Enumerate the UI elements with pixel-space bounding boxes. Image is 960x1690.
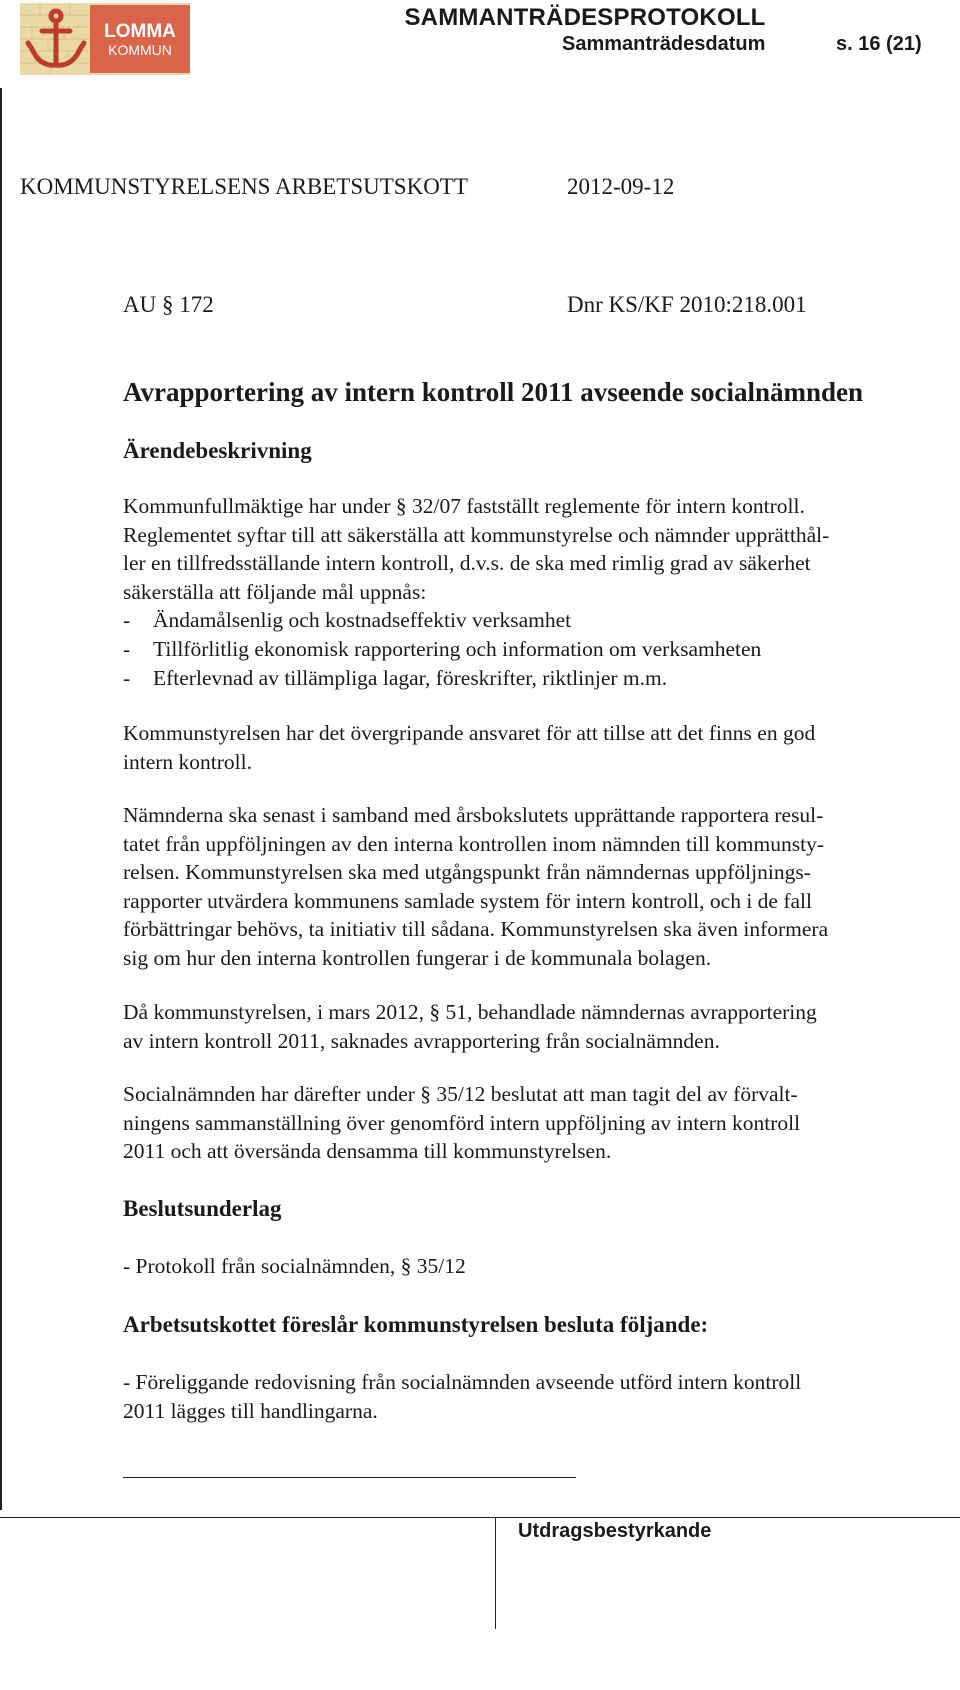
list-marker: - (123, 665, 131, 690)
list-item-text: Ändamålsenlig och kostnadseffektiv verksamhet (153, 608, 572, 633)
text-line: ningens sammanställning över genomförd intern uppföljning av intern kontroll (123, 1110, 801, 1135)
registration-number: Dnr KS/KF 2010:218.001 (567, 292, 807, 317)
list-item-text: Efterlevnad av tillämpliga lagar, föreskrifter, riktlinjer m.m. (153, 665, 668, 690)
footer-rule (0, 1517, 960, 1518)
text-line: - Föreliggande redovisning från socialnämnden avseende utförd intern kontroll (123, 1370, 802, 1394)
section-heading-basis: Beslutsunderlag (123, 1196, 282, 1221)
text-line: Socialnämnden har därefter under § 35/12 beslutat att man tagit del av förvalt- (123, 1082, 798, 1106)
paragraph-responsibility (123, 719, 943, 776)
text-line: Reglementet syftar till att säkerställa att kommunstyrelse och nämnder upprätthål- (123, 522, 830, 547)
section-heading-description: Ärendebeskrivning (123, 438, 312, 463)
text-line: av intern kontroll 2011, saknades avrapportering från socialnämnden. (123, 1028, 720, 1053)
paragraph-missing-report (123, 998, 943, 1055)
text-line: intern kontroll. (123, 749, 252, 774)
decision-basis-item: - Protokoll från socialnämnden, § 35/12 (123, 1254, 466, 1278)
paragraph-social-board-decision (123, 1080, 943, 1166)
logo-text-lomma: LOMMA (104, 21, 176, 42)
meeting-date-label: Sammanträdesdatum (562, 33, 766, 55)
text-line: relsen. Kommunstyrelsen ska med utgångspunkt från nämndernas uppföljnings- (123, 860, 811, 885)
text-line: 2011 och att översända densamma till kommunstyrelsen. (123, 1139, 612, 1164)
footer-divider (495, 1517, 496, 1629)
text-line: sig om hur den interna kontrollen fungerar i de kommunala bolagen. (123, 945, 712, 970)
list-item (123, 635, 943, 664)
committee-name: KOMMUNSTYRELSENS ARBETSUTSKOTT (20, 174, 468, 199)
logo-text-kommun: KOMMUN (108, 42, 172, 58)
left-margin-rule (0, 88, 2, 1510)
text-line: rapporter utvärdera kommunens samlade system för intern kontroll, och i de fall (123, 888, 812, 913)
list-item-text: Tillförlitlig ekonomisk rapportering och information om verksamheten (153, 636, 762, 661)
text-line: Då kommunstyrelsen, i mars 2012, § 51, behandlade nämndernas avrapportering (123, 1000, 817, 1024)
document-title: Avrapportering av intern kontroll 2011 avseende socialnämnden (123, 377, 864, 407)
section-heading-proposal: Arbetsutskottet föreslår kommunstyrelsen besluta följande: (123, 1312, 709, 1337)
protocol-title: SAMMANTRÄDESPROTOKOLL (404, 4, 766, 31)
text-line: förbättringar behövs, ta initiativ till sådana. Kommunstyrelsen ska även informera (123, 917, 829, 942)
text-line: säkerställa att följande mål uppnås: (123, 579, 427, 604)
meeting-date: 2012-09-12 (567, 174, 675, 199)
text-line: tatet från uppföljningen av den interna kontrollen inom nämnden till kommunsty- (123, 831, 824, 856)
list-item (123, 606, 943, 635)
list-marker: - (123, 608, 131, 633)
text-line: Kommunfullmäktige har under § 32/07 fastställt reglemente för intern kontroll. (123, 494, 805, 518)
certification-label: Utdragsbestyrkande (518, 1520, 712, 1542)
text-line: ler en tillfredsställande intern kontroll, d.v.s. de ska med rimlig grad av säkerhet (123, 551, 811, 576)
text-line: Nämnderna ska senast i samband med årsbokslutets upprättande rapportera resul- (123, 803, 824, 827)
paragraph-reporting (123, 801, 943, 973)
page-number: s. 16 (21) (836, 33, 922, 55)
paragraph-decision (123, 1368, 943, 1425)
list-marker: - (123, 636, 131, 661)
logo-graphic (20, 3, 190, 75)
text-line: 2011 lägges till handlingarna. (123, 1398, 378, 1423)
lomma-kommun-logo (20, 3, 190, 75)
text-line: Kommunstyrelsen har det övergripande ansvaret för att tillse att det finns en god (123, 721, 816, 745)
paragraph-regulation (123, 492, 943, 692)
list-item (123, 664, 943, 693)
signature-line (123, 1477, 576, 1478)
case-number: AU § 172 (123, 292, 214, 317)
